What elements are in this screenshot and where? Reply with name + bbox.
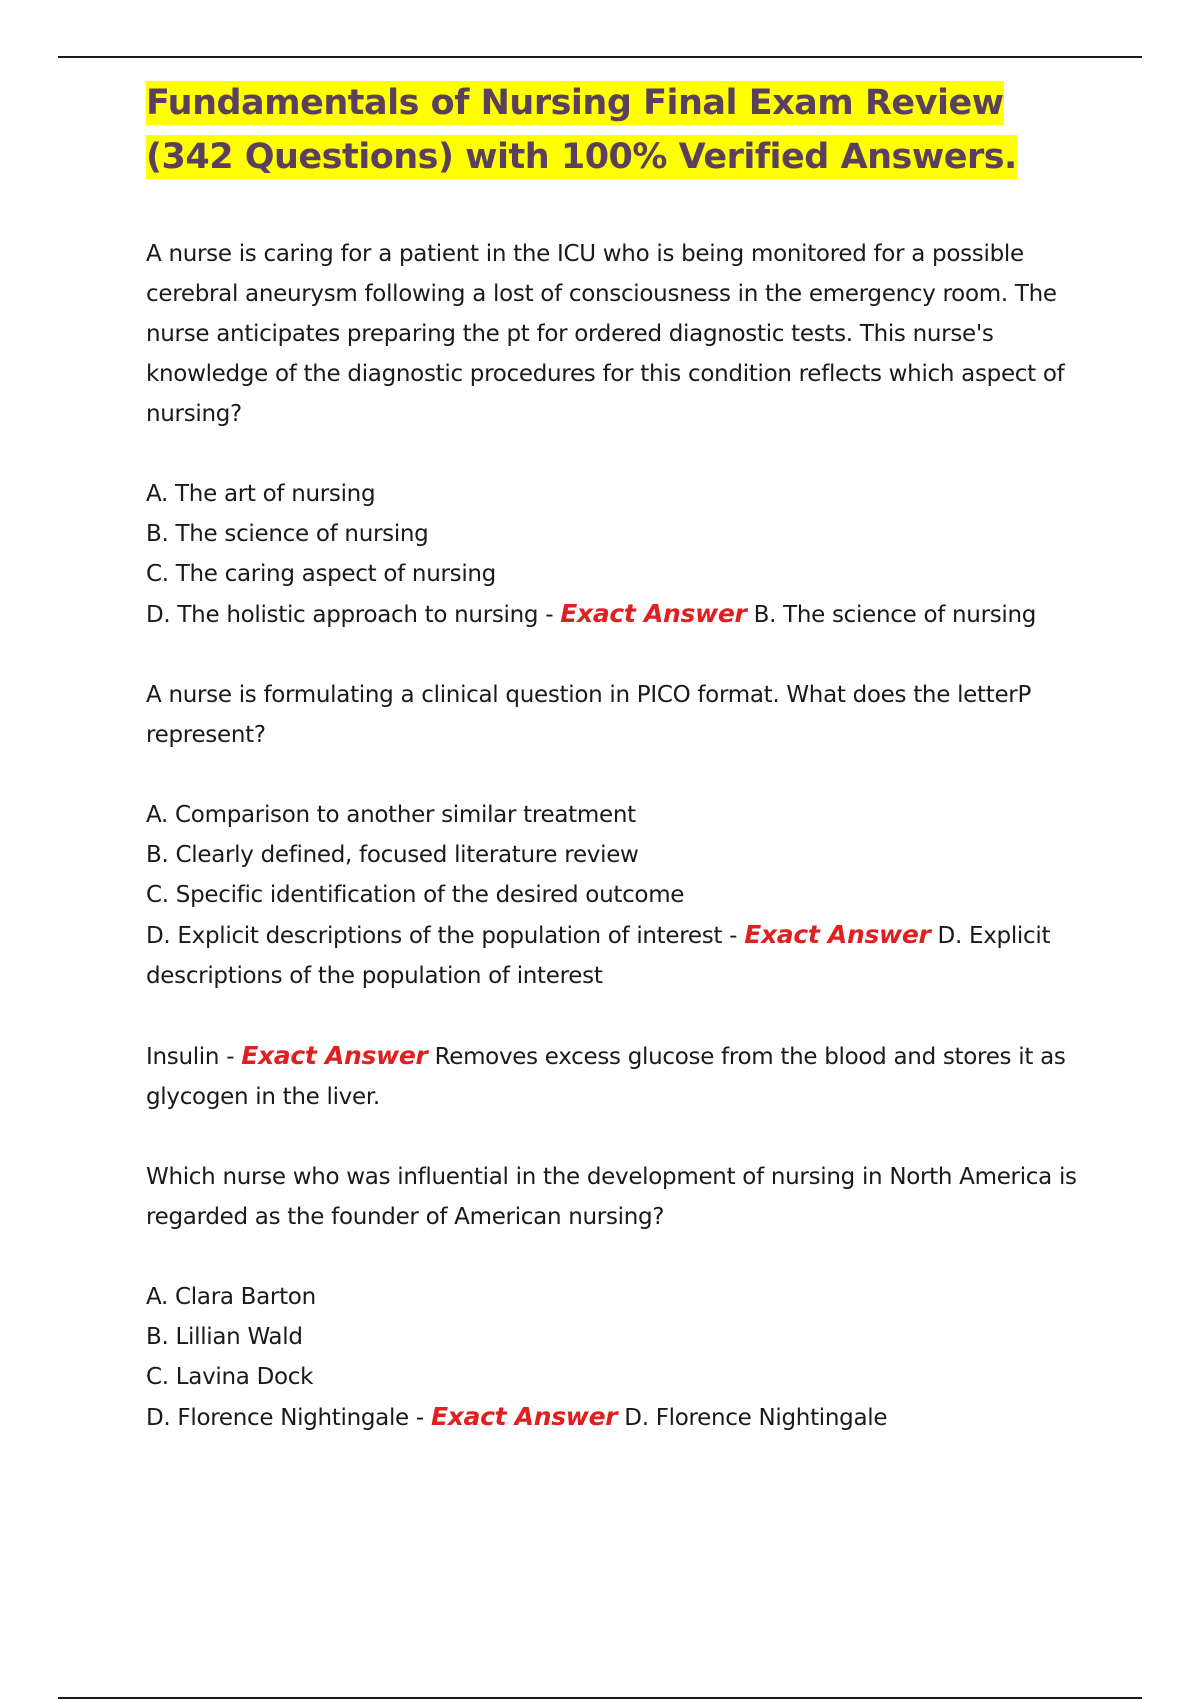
top-rule	[58, 56, 1142, 58]
option-a: A. Comparison to another similar treatment	[146, 802, 636, 828]
question-stem: A nurse is formulating a clinical question in PICO format. What does the letterP represent?	[146, 682, 1032, 748]
option-d-with-answer	[146, 1397, 1096, 1438]
option-d: D. Florence Nightingale -	[146, 1405, 431, 1431]
option-d: D. Explicit descriptions of the population of interest -	[146, 923, 745, 949]
exact-answer-label: Exact Answer	[560, 599, 747, 628]
term-label: Insulin -	[146, 1044, 242, 1070]
option-a: A. Clara Barton	[146, 1284, 316, 1310]
question-4	[146, 1157, 1096, 1438]
exact-answer-label: Exact Answer	[744, 920, 931, 949]
question-stem: A nurse is caring for a patient in the ICU who is being monitored for a possible cerebral aneurysm following a lost of consciousness in the emergency room. The nurse anticipates preparing the pt for ordered diagnostic tests. This nurse's knowledge of the diagnostic procedures for this condition reflects which aspect of nursing?	[146, 241, 1065, 427]
option-d: D. The holistic approach to nursing -	[146, 602, 561, 628]
option-a: A. The art of nursing	[146, 481, 376, 507]
term-with-answer	[146, 1036, 1096, 1117]
answer-text: B. The science of nursing	[746, 602, 1037, 628]
question-stem: Which nurse who was influential in the development of nursing in North America is regarded as the founder of American nursing?	[146, 1164, 1077, 1230]
title-highlight: Fundamentals of Nursing Final Exam Review (342 Questions) with 100% Verified Answers.	[146, 83, 1017, 177]
option-list	[146, 474, 1096, 635]
option-list	[146, 1277, 1096, 1438]
document-body	[146, 76, 1096, 1478]
option-c: C. Lavina Dock	[146, 1364, 314, 1390]
option-b: B. Clearly defined, focused literature review	[146, 842, 639, 868]
answer-text: D. Florence Nightingale	[617, 1405, 888, 1431]
option-b: B. The science of nursing	[146, 521, 429, 547]
answer-text: Removes excess glucose from the blood and stores it as glycogen in the liver.	[146, 1044, 1066, 1110]
option-list	[146, 795, 1096, 996]
exact-answer-label: Exact Answer	[241, 1041, 428, 1070]
question-2	[146, 675, 1096, 996]
answer-text: D. Explicit descriptions of the population of interest	[146, 923, 1051, 989]
option-d-with-answer	[146, 915, 1096, 996]
question-1	[146, 234, 1096, 635]
option-d-with-answer	[146, 594, 1096, 635]
bottom-rule	[58, 1697, 1142, 1699]
exact-answer-label: Exact Answer	[430, 1402, 618, 1431]
option-c: C. The caring aspect of nursing	[146, 561, 496, 587]
document-title	[146, 76, 1096, 184]
option-b: B. Lillian Wald	[146, 1324, 303, 1350]
option-c: C. Specific identification of the desired outcome	[146, 882, 685, 908]
term-insulin	[146, 1036, 1096, 1117]
